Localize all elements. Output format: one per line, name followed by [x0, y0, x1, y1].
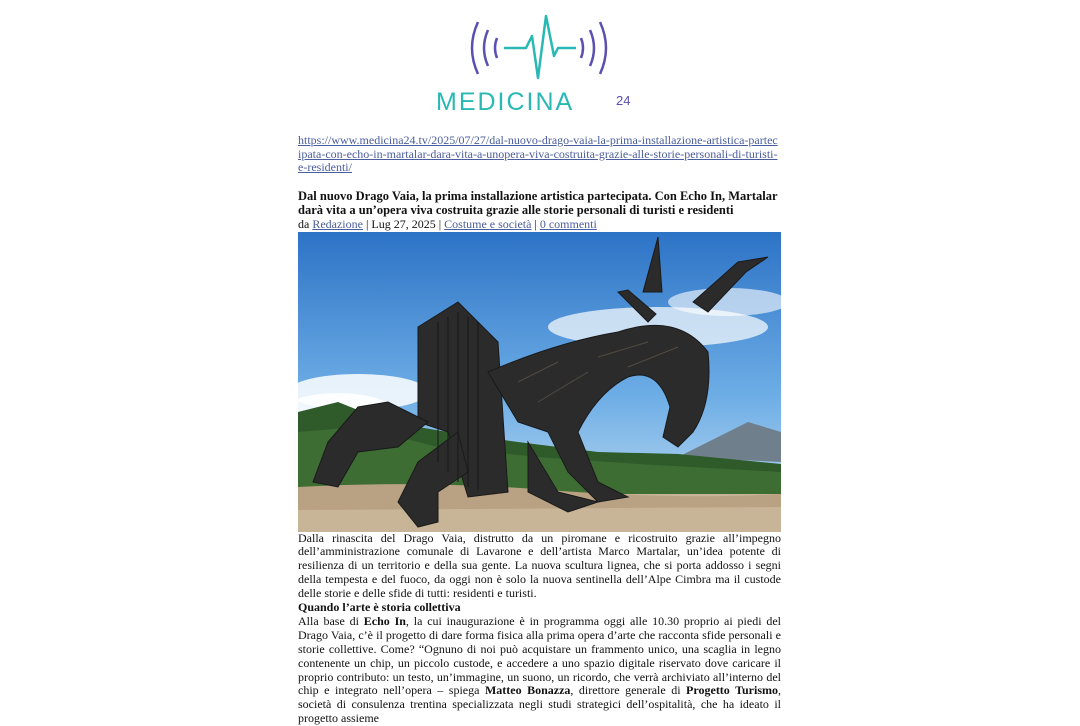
article-meta — [298, 217, 781, 231]
logo-superscript: 24 — [616, 93, 631, 108]
hero-image-drago-vaia — [298, 232, 781, 532]
meta-separator: | — [438, 216, 442, 231]
article-url-link[interactable]: https://www.medicina24.tv/2025/07/27/dal-nuovo-drago-vaia-la-prima-installazione-artistica-partecipata-con-echo-in-martalar-dara-vita-a-unopera-viva-costruita-grazie-alle-storie-personali-di-turisti-e-residenti/ — [298, 133, 778, 174]
article-paragraph: Dalla rinascita del Drago Vaia, distrutto da un piromane e ricostruito grazie all’impegno dell’amministrazione comunale di Lavarone e dell’artista Marco Martalar, un’idea potente di resilienza di un territorio e della sua gente. La nuova scultura lignea, che si porta addosso i segni della tempesta e del fuoco, da oggi non è solo la nuova sentinella dell’Alpe Cimbra ma il custode delle storie e delle sfide di tutti: residenti e turisti. — [298, 530, 781, 601]
meta-separator: | — [365, 216, 369, 231]
paragraph-text: , società di consulenza trentina specializzata negli studi strategici dell’ospitalità, che ha ideato il progetto assieme — [298, 683, 781, 726]
bold-echo-in: Echo In — [363, 613, 406, 628]
comments-link[interactable]: 0 commenti — [539, 216, 597, 231]
category-link[interactable]: Costume e società — [444, 216, 532, 231]
article-paragraph — [298, 615, 781, 726]
meta-prefix: da — [298, 216, 310, 231]
meta-separator: | — [534, 216, 537, 231]
paragraph-text: Alla base di — [298, 613, 364, 628]
article-subheading: Quando l’arte è storia collettiva — [298, 600, 461, 615]
paragraph-text: , la cui inaugurazione è in programma oggi alle 10.30 proprio ai piedi del Drago Vaia, c’è il progetto di dare forma fisica alla prima opera d’arte che racconta sfide personali e storie collettive. Come? “Ognuno di noi può acquistare un frammento unico, una scaglia in legno contenente un chip, un piccolo custode, e accedere a uno spazio digitale riservato dove caricare il proprio contributo: un testo, un’immagine, un suono, un ricordo, che verrà archiviato all’interno del chip e integrato nell’opera – spiega — [298, 613, 781, 698]
medicina24-logo[interactable] — [430, 8, 650, 118]
author-link[interactable]: Redazione — [312, 216, 363, 231]
bold-matteo-bonazza: Matteo Bonazza — [484, 683, 571, 698]
paragraph-text: , direttore generale di — [570, 683, 687, 698]
publish-date: Lug 27, 2025 — [371, 216, 436, 231]
heartbeat-signal-icon — [464, 12, 614, 84]
article-title: Dal nuovo Drago Vaia, la prima installazione artistica partecipata. Con Echo In, Martalar darà vita a un’opera viva costruita grazie alle storie personali di turisti e residenti — [298, 188, 778, 217]
logo-wordmark: MEDICINA — [436, 88, 575, 116]
article — [298, 134, 781, 726]
bold-progetto-turismo: Progetto Turismo — [686, 683, 778, 698]
